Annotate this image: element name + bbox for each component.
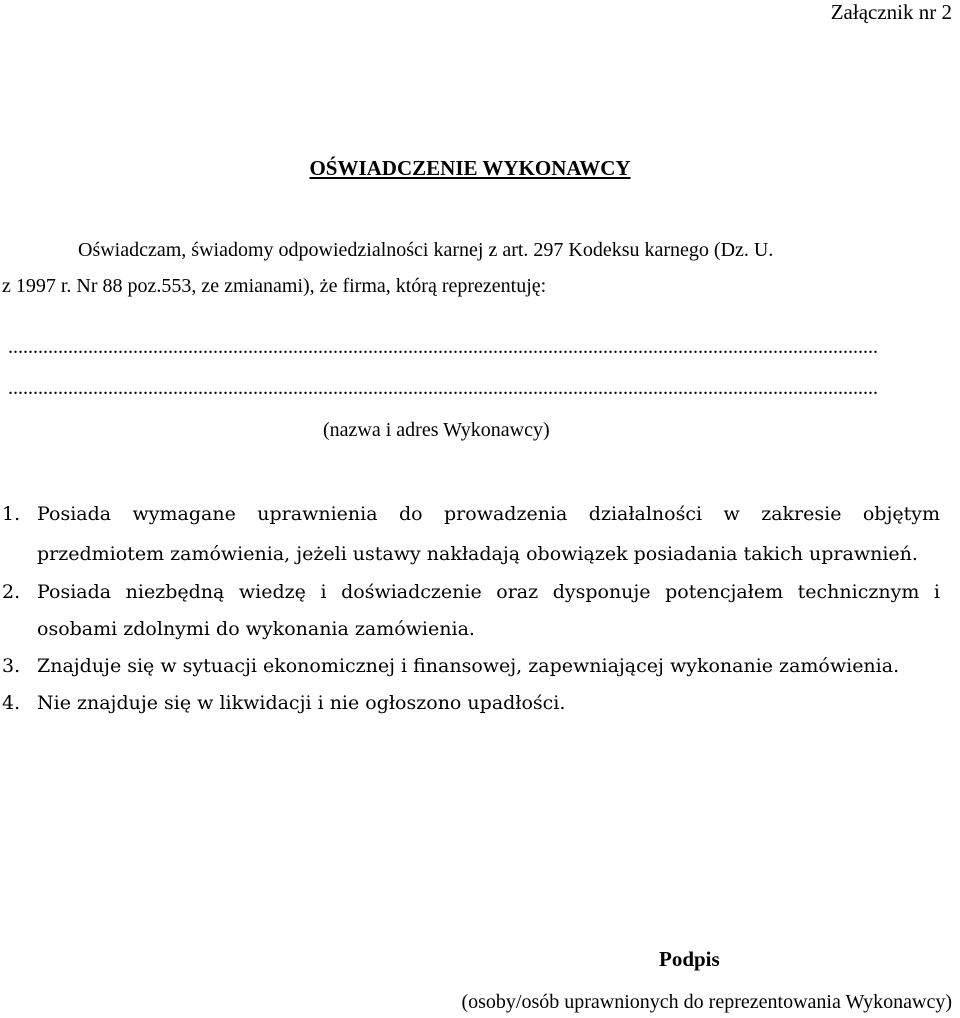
list-item-number: 3. <box>2 655 21 677</box>
contractor-caption: (nazwa i adres Wykonawcy) <box>323 419 550 441</box>
list-item <box>0 648 940 685</box>
fill-in-line-2: .............................................................................................................................................................................. <box>8 378 878 398</box>
list-item <box>0 574 940 648</box>
list-item <box>0 494 940 574</box>
list-item-number: 2. <box>2 581 21 603</box>
list-item-number: 4. <box>2 692 21 714</box>
attachment-label: Załącznik nr 2 <box>830 0 952 24</box>
list-item-text: Nie znajduje się w likwidacji i nie ogłoszono upadłości. <box>37 692 566 714</box>
list-item-text: Posiada niezbędną wiedzę i doświadczenie oraz dysponuje potencjałem technicznym i osobami zdolnymi do wykonania zamówienia. <box>37 581 940 640</box>
signature-caption: (osoby/osób uprawnionych do reprezentowania Wykonawcy) <box>461 991 952 1013</box>
fill-in-line-1: .............................................................................................................................................................................. <box>8 337 878 357</box>
declaration-list <box>0 494 940 722</box>
list-item <box>0 685 940 722</box>
list-item-text: Znajduje się w sytuacji ekonomicznej i finansowej, zapewniającej wykonanie zamówienia. <box>37 655 900 677</box>
list-item-number: 1. <box>2 503 21 525</box>
signature-label: Podpis <box>659 947 720 971</box>
intro-text-line-1: Oświadczam, świadomy odpowiedzialności karnej z art. 297 Kodeksu karnego (Dz. U. <box>78 239 774 261</box>
intro-text-line-2: z 1997 r. Nr 88 poz.553, ze zmianami), że firma, którą reprezentuję: <box>2 275 547 297</box>
document-title: OŚWIADCZENIE WYKONAWCY <box>309 156 631 180</box>
list-item-text: Posiada wymagane uprawnienia do prowadzenia działalności w zakresie objętym przedmiotem zamówienia, jeżeli ustawy nakładają obowiązek posiadania takich uprawnień. <box>37 503 940 565</box>
